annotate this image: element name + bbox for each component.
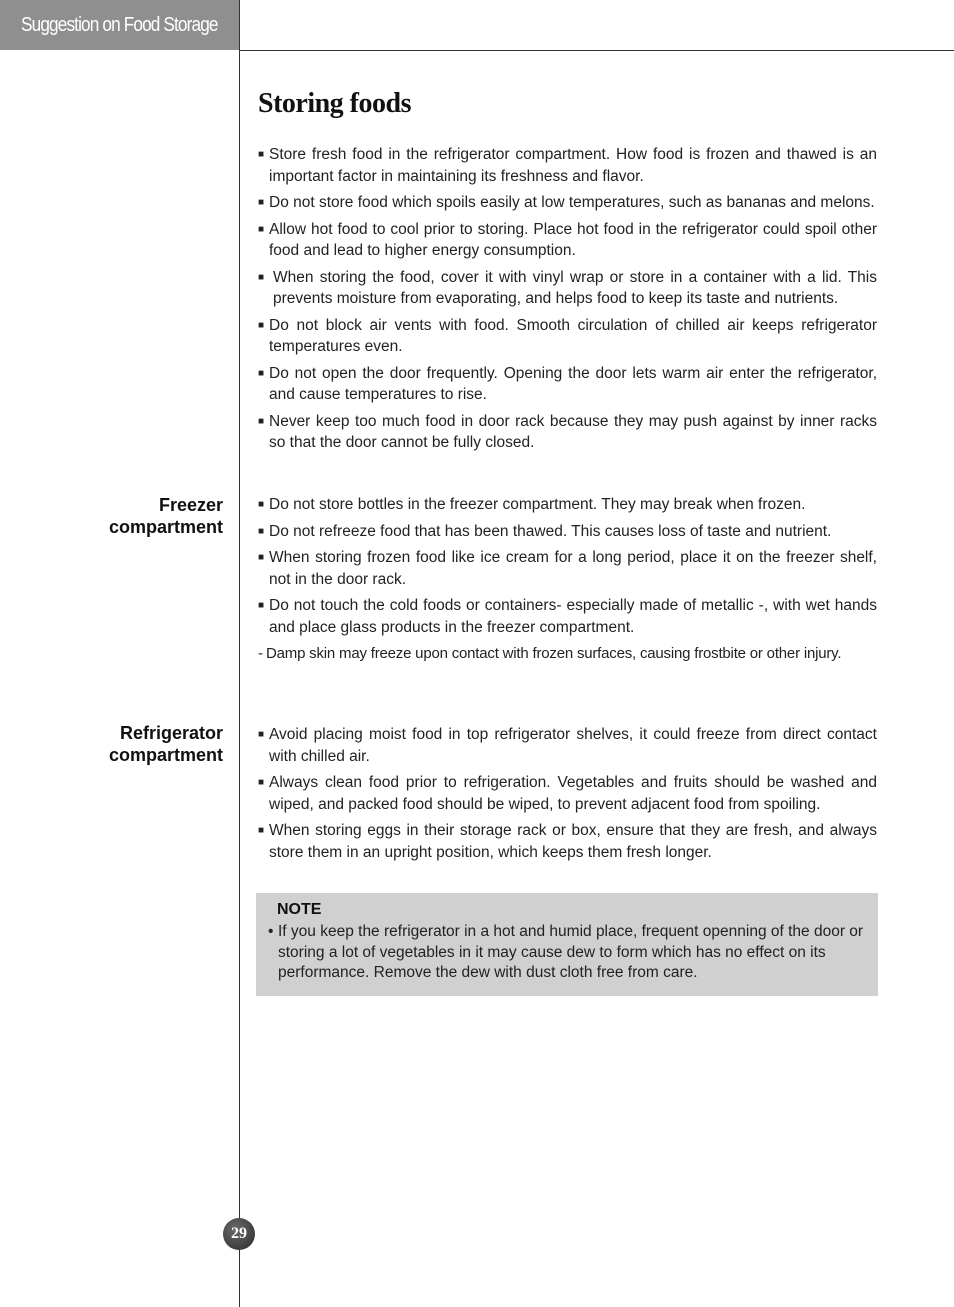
section-title: Suggestion on Food Storage (21, 13, 218, 36)
list-item: ■ When storing eggs in their storage rack or box, ensure that they are fresh, and always store them in an upright position, which keeps them fresh longer. (258, 822, 877, 861)
list-item: ■ Never keep too much food in door rack because they may push against by inner racks so that the door cannot be fully closed. (258, 412, 877, 451)
freezer-list (258, 494, 877, 670)
note-title: NOTE (277, 901, 322, 918)
list-item: ■ Avoid placing moist food in top refrigerator shelves, it could freeze from direct contact with chilled air. (258, 726, 877, 765)
refrigerator-list (258, 724, 877, 868)
margin-divider (239, 0, 240, 1307)
list-item: ■ When storing the food, cover it with vinyl wrap or store in a container with a lid. This prevents moisture from evaporating, and helps food to keep its taste and nutrients. (258, 268, 877, 307)
note-box (256, 893, 878, 996)
list-item: ■ Allow hot food to cool prior to storing. Place hot food in the refrigerator could spoil other food and lead to higher energy consumption. (258, 220, 877, 259)
list-item: ■ Always clean food prior to refrigeration. Vegetables and fruits should be washed and wiped, and packed food should be wiped, to prevent adjacent food from spoiling. (258, 774, 877, 813)
note-text: • If you keep the refrigerator in a hot and humid place, frequent openning of the door or storing a lot of vegetables in it may cause dew to form which has no effect on its performance. Remove the dew with dust cloth free from care. (268, 923, 864, 981)
list-item: ■ Do not store bottles in the freezer compartment. They may break when frozen. (258, 496, 806, 513)
list-item: ■ Do not touch the cold foods or containers- especially made of metallic -, with wet hands and place glass products in the freezer compartment. (258, 597, 877, 636)
general-storage-list (258, 144, 877, 459)
freezer-section-label: Freezer compartment (108, 495, 223, 537)
list-item: ■ Store fresh food in the refrigerator compartment. How food is frozen and thawed is an important factor in maintaining its freshness and flavor. (258, 146, 877, 185)
page-number: 29 (223, 1218, 255, 1250)
refrigerator-section-label: Refrigerator compartment (108, 723, 223, 765)
section-header-tab (0, 0, 239, 50)
list-item: ■ Do not refreeze food that has been thawed. This causes loss of taste and nutrient. (258, 522, 832, 540)
list-item: ■ Do not open the door frequently. Opening the door lets warm air enter the refrigerator, and cause temperatures to rise. (258, 364, 877, 403)
list-item: ■ Do not block air vents with food. Smooth circulation of chilled air keeps refrigerator temperatures even. (258, 316, 877, 355)
page-title: Storing foods (258, 88, 411, 119)
header-divider (239, 50, 954, 51)
list-item: ■ Do not store food which spoils easily at low temperatures, such as bananas and melons. (258, 194, 875, 211)
list-item: ■ When storing frozen food like ice cream for a long period, place it on the freezer shelf, not in the door rack. (258, 549, 877, 588)
list-item: - Damp skin may freeze upon contact with frozen surfaces, causing frostbite or other injury. (258, 645, 842, 662)
